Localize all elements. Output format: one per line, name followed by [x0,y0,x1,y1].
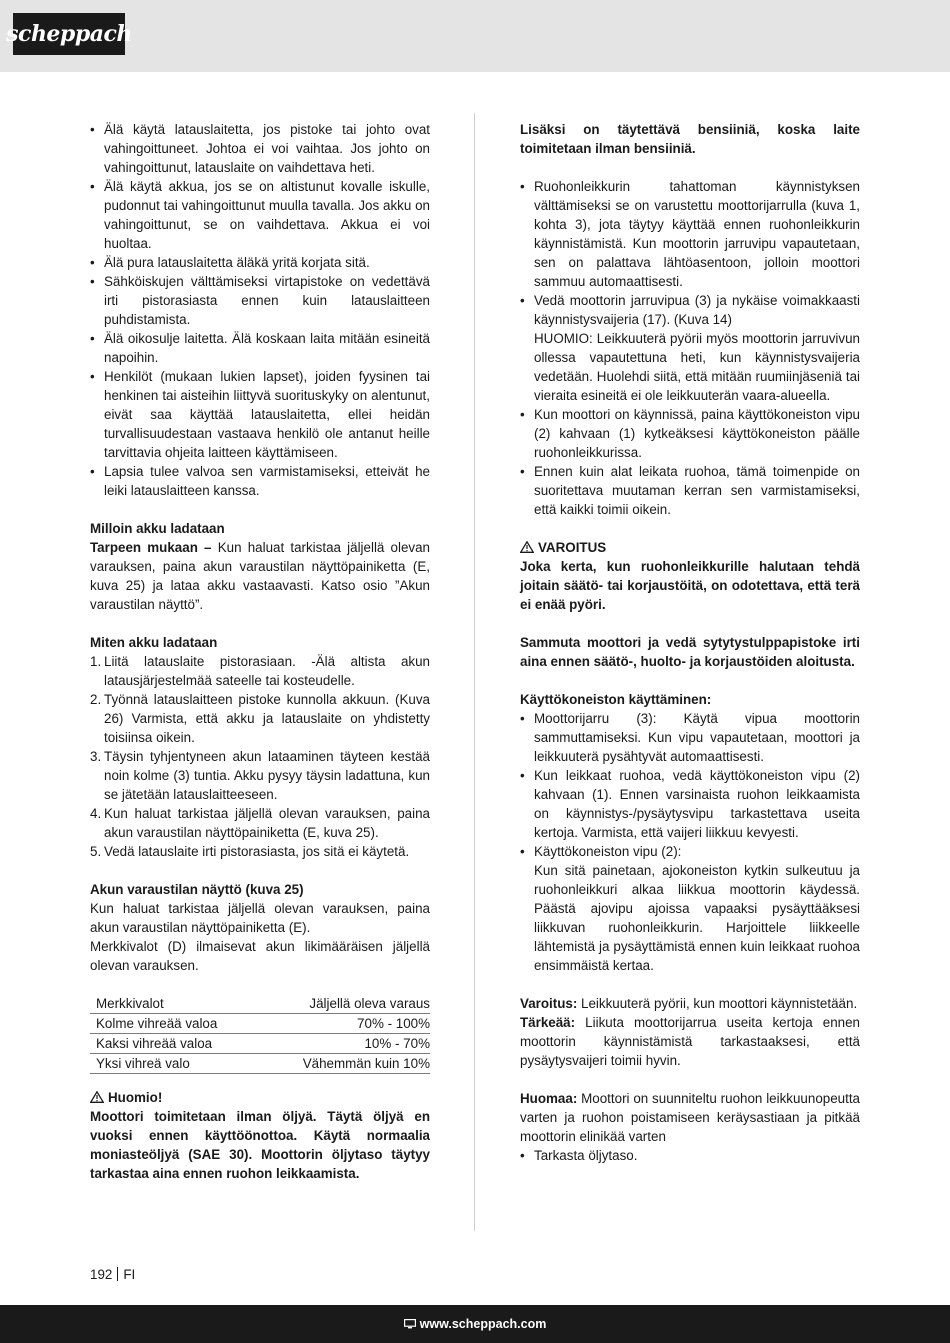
safety-bullet-list [90,120,430,500]
fuel-intro: Lisäksi on täytettävä bensiiniä, koska laite toimitetaan ilman bensiiniä. [520,122,860,156]
list-item [90,747,430,804]
list-item [90,652,430,690]
header-band [0,0,950,72]
list-item: • Lapsia tulee valvoa sen varmistamiseksi, etteivät he leiki latauslaitteen kanssa. [90,462,430,500]
language-code: FI [123,1267,136,1282]
list-item: • Kun leikkaat ruohoa, vedä käyttökoneiston vipu (2) kahvaan (1). Ennen varsinaista ruohon leikkaamista on käynnistys-/pysäytysvipu tarkastettava useita kertoja. Varmista, että vaijeri liikkuu kevyesti. [520,766,860,842]
list-item-text: • Vedä moottorin jarruvipua (3) ja nykäise voimakkaasti käynnistysvaijeria (17). (Kuva 14) [534,293,860,327]
when-text: Kun haluat tarkistaa jäljellä olevan varauksen, paina akun varaustilan näyttöpainiketta (E, kuva 25) ja lataa akku vastaavasti. Katso osio ”Akun varaustilan näyttö”. [90,540,430,612]
list-item [520,291,860,405]
step-number: 5. [90,844,102,859]
note-heading [90,1088,430,1107]
section-heading-how-to-charge: Miten akku ladataan [90,635,218,650]
when-to-charge-paragraph [90,538,430,614]
warning-paragraph-1: Joka kerta, kun ruohonleikkurille halutaan tehdä joitain säätö- tai korjaustöitä, on odotettava, että terä ei enää pyöri. [520,559,860,612]
list-item: • Moottorijarru (3): Käytä vipua moottorin sammuttamiseksi. Kun vipu vapautetaan, moottori ja leikkuuterä pysähtyvät automaattisesti. [520,709,860,766]
notice-label: Huomaa: [520,1091,578,1106]
oil-check-list [520,1146,860,1165]
scheppach-logo: scheppach [13,13,125,55]
caution-text: Leikkuuterä pyörii, kun moottori käynnistetään. [577,996,858,1011]
table-cell: Kolme vihreää valoa [90,1014,256,1034]
section-heading-when-to-charge: Milloin akku ladataan [90,521,225,536]
step-number: 3. [90,749,102,764]
table-cell: Yksi vihreä valo [90,1054,256,1074]
list-item: • Älä käytä latauslaitetta, jos pistoke tai johto ovat vahingoittuneet. Johtoa ei voi vaihtaa. Jos johto on vahingoittunut, latauslaite on vaihdettava heti. [90,120,430,177]
list-item: • Älä käytä akkua, jos se on altistunut kovalle iskulle, pudonnut tai vahingoittunut muulla tavalla. Jos akku on vahingoittunut, se on vaihdettava. Akkua ei voi huoltaa. [90,177,430,253]
warning-paragraph-2: Sammuta moottori ja vedä sytytystulppapistoke irti aina ennen säätö-, huolto- ja korjaustöiden aloitusta. [520,635,860,669]
note-heading-text: Huomio! [108,1090,163,1105]
step-text: Työnnä latauslaitteen pistoke kunnolla akkuun. (Kuva 26) Varmista, että akku ja latauslaite on yhdistetty toisiinsa oikein. [104,692,430,745]
step-text: Kun haluat tarkistaa jäljellä olevan varauksen, paina akun varaustilan näyttöpainiketta (E, kuva 25). [104,806,430,840]
monitor-icon [404,1319,416,1329]
page-separator [117,1267,118,1281]
table-row [90,1054,430,1074]
display-paragraph-1: Kun haluat tarkistaa jäljellä olevan varauksen, paina akun varaustilan näyttöpainiketta (E). [90,901,430,935]
list-item-note: HUOMIO: Leikkuuterä pyörii myös moottorin jarruvivun ollessa vapautettuna heti, kun käynnistysvaijeria vedetään. Huolehdi siitä, että mitään ruumiinjäseniä tai vieraita esineitä ei ole leikkuuterän vaara-alueella. [534,331,860,403]
page-number [90,1265,135,1284]
charging-steps-list [90,652,430,861]
caution-paragraph [520,994,860,1013]
table-cell: 10% - 70% [256,1034,430,1054]
table-header-row [90,994,430,1014]
warning-heading-text: VAROITUS [538,540,607,555]
warning-heading [520,538,860,557]
left-column [90,120,430,1183]
notice-text: Moottori on suunniteltu ruohon leikkuunopeutta varten ja ruohon poistamiseen keräysastiaan ja pitkää moottorin elinikää varten [520,1091,860,1144]
caution-label: Varoitus: [520,996,578,1011]
note-text: Moottori toimitetaan ilman öljyä. Täytä öljyä en vuoksi ennen käyttöönottoa. Käytä normaalia moniasteöljyä (SAE 30). Moottorin öljytaso täytyy tarkastaa aina ennen ruohon leikkaamista. [90,1109,430,1181]
list-item [90,690,430,747]
warning-triangle-icon [520,541,534,553]
table-header-cell: Jäljellä oleva varaus [256,994,430,1014]
step-number: 1. [90,654,102,669]
list-item-subtext: Kun sitä painetaan, ajokoneiston kytkin sulkeutuu ja ruohonleikkuri alkaa liikkua moottorin käydessä. Päästä ajovipu ajoissa vapaaksi pysäyttääksesi liikkuvan ruohonleikkurin. Harjoittele liikkeelle lähtemistä ja pysäyttämistä ennen kuin leikkaat ruohoa ensimmäistä kertaa. [534,863,860,973]
list-item: • Tarkasta öljytaso. [520,1146,860,1165]
table-header-cell: Merkkivalot [90,994,256,1014]
notice-paragraph [520,1089,860,1146]
important-label: Tärkeää: [520,1015,576,1030]
list-item: • Henkilöt (mukaan lukien lapset), joiden fyysinen tai henkinen tai aisteihin liittyvä suorituskyky on alentunut, eivät saa käyttää latauslaitetta, ellei heidän turvallisuudestaan vastaava henkilö ole antanut heille tarvittavia ohjeita laitteen käyttämiseen. [90,367,430,462]
column-divider [474,113,475,1231]
warning-triangle-icon [90,1091,104,1103]
step-text: Täysin tyhjentyneen akun lataaminen täyteen kestää noin kolme (3) tuntia. Akku pysyy täysin ladattuna, kun se jätetään latauslaitteeseen. [104,749,430,802]
list-item-text: • Käyttökoneiston vipu (2): [534,844,682,859]
start-bullet-list [520,177,860,519]
step-text: Liitä latauslaite pistorasiaan. -Älä altista akun latausjärjestelmää sateelle tai kosteudelle. [104,654,430,688]
list-item: • Sähköiskujen välttämiseksi virtapistoke on vedettävä irti pistorasiasta ennen kuin latauslaitteen puhdistamista. [90,272,430,329]
list-item [90,804,430,842]
list-item: • Ruohonleikkurin tahattoman käynnistyksen välttämiseksi se on varustettu moottorijarrulla (kuva 1, kohta 3), jota täytyy käyttää ennen ruohonleikkurin käynnistämistä. Kun moottorin jarruvipu vapautetaan, sen on palattava lähtöasentoon, jolloin moottori sammuu automaattisesti. [520,177,860,291]
charge-level-table [90,994,430,1074]
list-item: • Älä pura latauslaitetta äläkä yritä korjata sitä. [90,253,430,272]
list-item [520,842,860,975]
list-item: • Älä oikosulje laitetta. Älä koskaan laita mitään esineitä napoihin. [90,329,430,367]
table-cell: 70% - 100% [256,1014,430,1034]
table-row [90,1014,430,1034]
section-heading-drive: Käyttökoneiston käyttäminen: [520,692,712,707]
footer-url[interactable] [0,1315,950,1334]
table-row [90,1034,430,1054]
step-number: 2. [90,692,102,707]
step-number: 4. [90,806,102,821]
list-item: • Kun moottori on käynnissä, paina käyttökoneiston vipu (2) kahvaan (1) kytkeäksesi käyttökoneiston päälle ruohonleikkurissa. [520,405,860,462]
when-lead: Tarpeen mukaan – [90,540,212,555]
right-column [520,120,860,1165]
step-text: Vedä latauslaite irti pistorasiasta, jos sitä ei käytetä. [104,844,410,859]
section-heading-charge-display: Akun varaustilan näyttö (kuva 25) [90,882,304,897]
important-text: Liikuta moottorijarrua useita kertoja ennen moottorin käynnistämistä tarkastaaksesi, että pysäytysvaijeri toimii hyvin. [520,1015,860,1068]
drive-bullet-list [520,709,860,975]
important-paragraph [520,1013,860,1070]
table-cell: Vähemmän kuin 10% [256,1054,430,1074]
list-item: • Ennen kuin alat leikata ruohoa, tämä toimenpide on suoritettava muutaman kerran sen varmistamiseksi, että kaikki toimii oikein. [520,462,860,519]
footer-url-text[interactable]: www.scheppach.com [419,1317,547,1331]
table-cell: Kaksi vihreää valoa [90,1034,256,1054]
list-item [90,842,430,861]
page-number-value: 192 [90,1267,113,1282]
display-paragraph-2: Merkkivalot (D) ilmaisevat akun likimääräisen jäljellä olevan varauksen. [90,939,430,973]
